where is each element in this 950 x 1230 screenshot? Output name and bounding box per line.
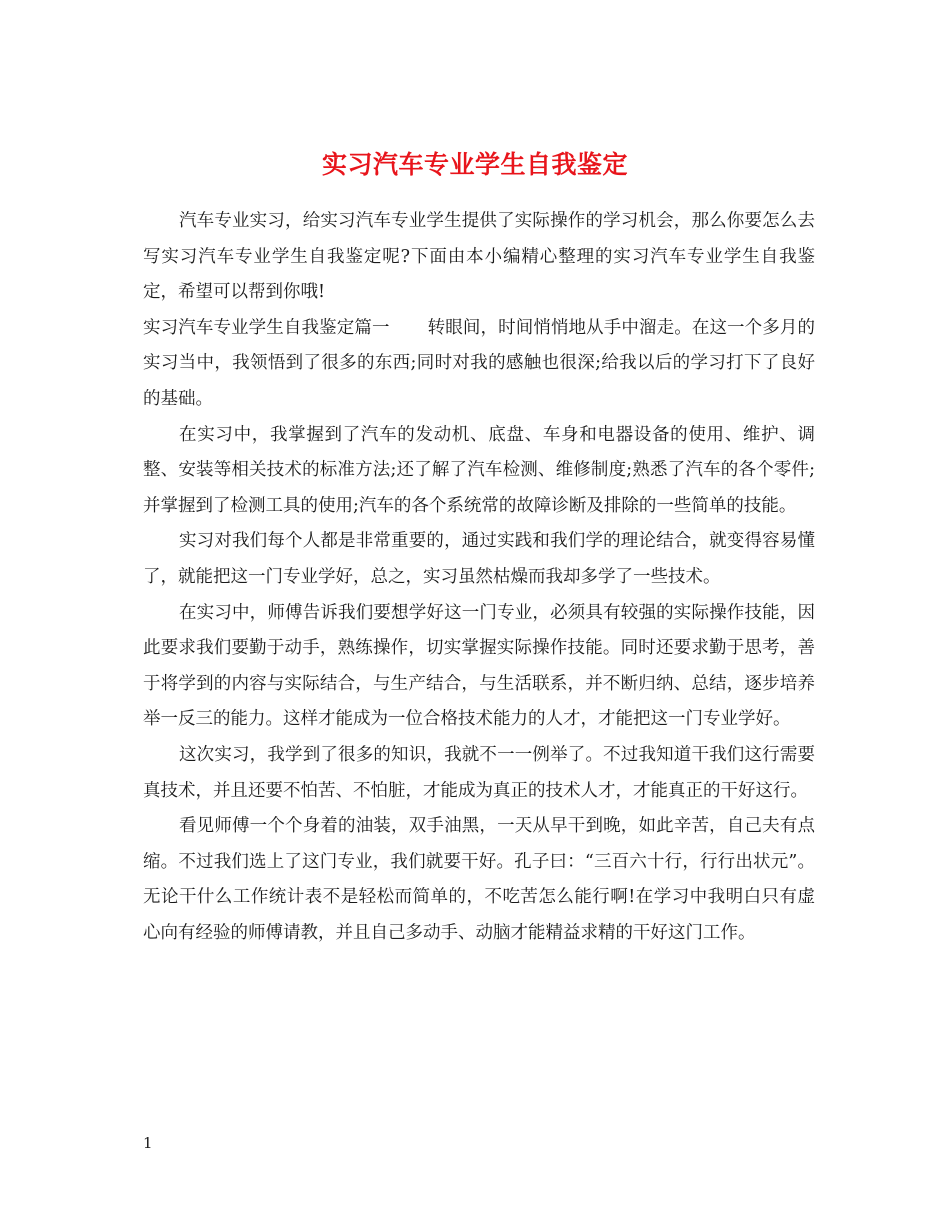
body-paragraph: 在实习中，师傅告诉我们要想学好这一门专业，必须具有较强的实际操作技能，因此要求我们要勤于动手，熟练操作，切实掌握实际操作技能。同时还要求勤于思考，善于将学到的内容与实际结合，与生产结合，与生活联系，并不断归纳、总结，逐步培养举一反三的能力。这样才能成为一位合格技术能力的人才，才能把这一门专业学好。 <box>143 602 815 730</box>
section-first-text: 转眼间，时间悄悄地从手中溜走。在这一个多月的实习当中，我领悟到了很多的东西;同时对我的感触也很深;给我以后的学习打下了良好的基础。 <box>143 317 816 409</box>
intro-paragraph: 汽车专业实习，给实习汽车专业学生提供了实际操作的学习机会，那么你要怎么去写实习汽车专业学生自我鉴定呢?下面由本小编精心整理的实习汽车专业学生自我鉴定，希望可以帮到你哦! <box>143 211 815 303</box>
body-paragraph: 在实习中，我掌握到了汽车的发动机、底盘、车身和电器设备的使用、维护、调整、安装等相关技术的标准方法;还了解了汽车检测、维修制度;熟悉了汽车的各个零件;并掌握到了检测工具的使用;汽车的各个系统常的故障诊断及排除的一些简单的技能。 <box>143 424 815 516</box>
section-heading: 实习汽车专业学生自我鉴定篇一 <box>143 317 390 338</box>
body-paragraph: 看见师傅一个个身着的油装，双手油黑，一天从早干到晚，如此辛苦，自己夫有点缩。不过我们选上了这门专业，我们就要干好。孔子曰：“三百六十行，行行出状元”。无论干什么工作统计表不是轻松而简单的，不吃苦怎么能行啊!在学习中我明白只有虚心向有经验的师傅请教，并且自己多动手、动脑才能精益求精的干好这门工作。 <box>143 816 815 943</box>
section-paragraph <box>143 311 815 418</box>
page-number: 1 <box>143 1134 153 1152</box>
body-paragraph: 这次实习，我学到了很多的知识，我就不一一例举了。不过我知道干我们这行需要真技术，并且还要不怕苦、不怕脏，才能成为真正的技术人才，才能真正的干好这行。 <box>143 744 815 801</box>
document-body <box>143 204 815 951</box>
body-paragraph: 实习对我们每个人都是非常重要的，通过实践和我们学的理论结合，就变得容易懂了，就能把这一门专业学好，总之，实习虽然枯燥而我却多学了一些技术。 <box>143 531 815 587</box>
document-title: 实习汽车专业学生自我鉴定 <box>321 149 628 179</box>
